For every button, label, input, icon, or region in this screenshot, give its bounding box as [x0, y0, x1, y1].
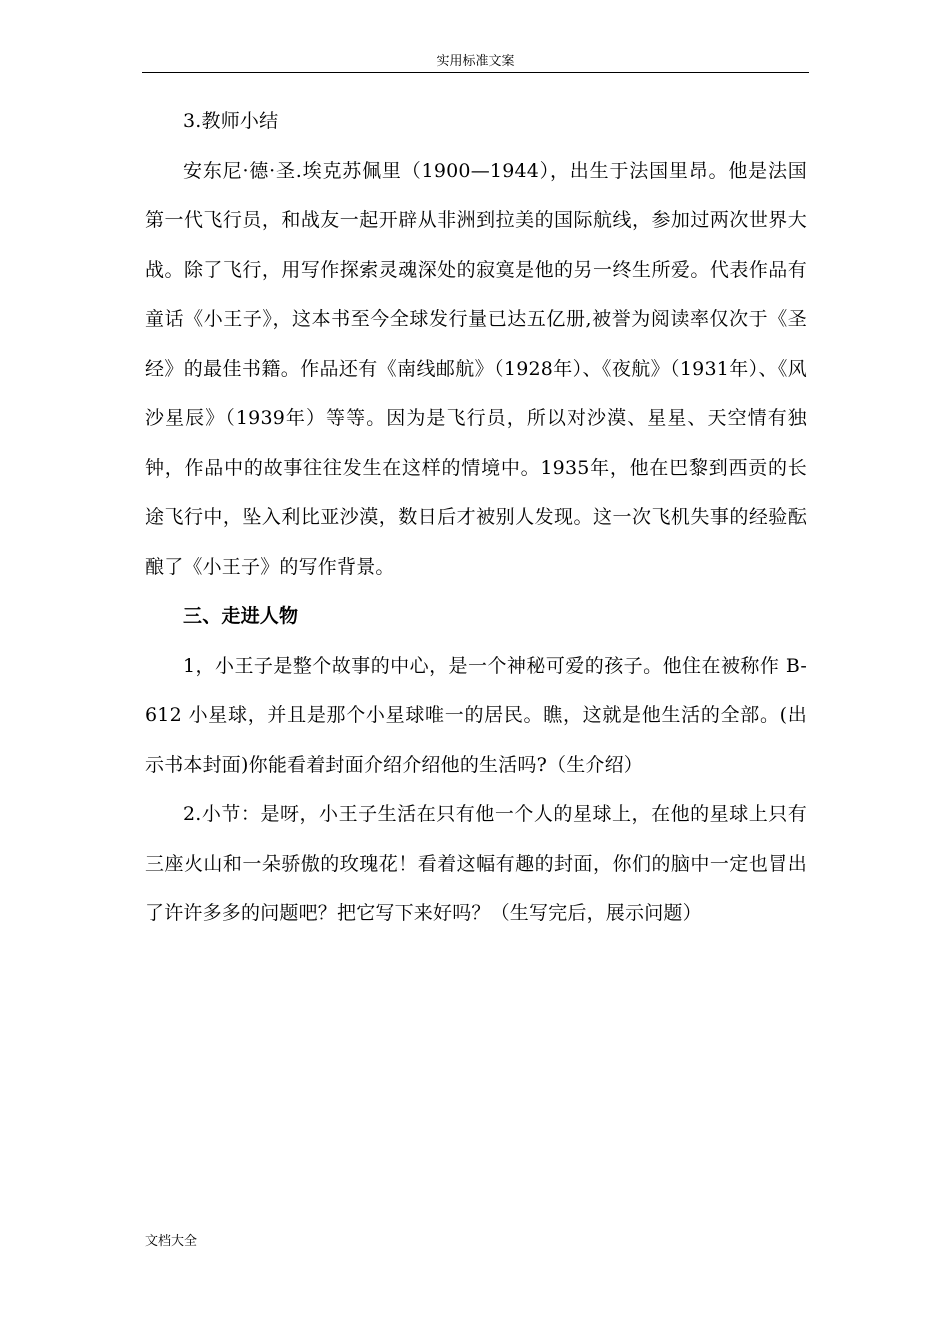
page-header-text: 实用标准文案 — [436, 54, 515, 69]
item-two-paragraph: 2.小节：是呀，小王子生活在只有他一个人的星球上，在他的星球上只有三座火山和一朵骄傲的玫瑰花！看着这幅有趣的封面，你们的脑中一定也冒出了许许多多的问题吧？把它写下来好吗？（生写完后，展示问题） — [145, 803, 807, 924]
section-three-heading: 三、走进人物 — [183, 605, 299, 627]
page-footer-text: 文档大全 — [145, 1234, 198, 1249]
item-one-paragraph: 1，小王子是整个故事的中心，是一个神秘可爱的孩子。他住在被称作 B-612 小星球，并且是那个小星球唯一的居民。瞧，这就是他生活的全部。(出示书本封面)你能看着封面介绍介绍他的生活吗?（生介绍） — [145, 654, 807, 776]
page-header — [142, 54, 809, 73]
document-body — [145, 97, 807, 939]
teacher-summary-title: 3.教师小结 — [183, 110, 279, 132]
page-footer — [145, 1234, 197, 1250]
author-biography-paragraph: 安东尼·德·圣.埃克苏佩里（1900—1944），出生于法国里昂。他是法国第一代飞行员，和战友一起开辟从非洲到拉美的国际航线，参加过两次世界大战。除了飞行，用写作探索灵魂深处的寂寞是他的另一终生所爱。代表作品有童话《小王子》，这本书至今全球发行量已达五亿册,被誉为阅读率仅次于《圣经》的最佳书籍。作品还有《南线邮航》（1928年）、《夜航》（1931年）、《风沙星辰》（1939年）等等。因为是飞行员，所以对沙漠、星星、天空情有独钟，作品中的故事往往发生在这样的情境中。1935年，他在巴黎到西贡的长途飞行中，坠入利比亚沙漠，数日后才被别人发现。这一次飞机失事的经验酝酿了《小王子》的写作背景。 — [145, 159, 807, 578]
